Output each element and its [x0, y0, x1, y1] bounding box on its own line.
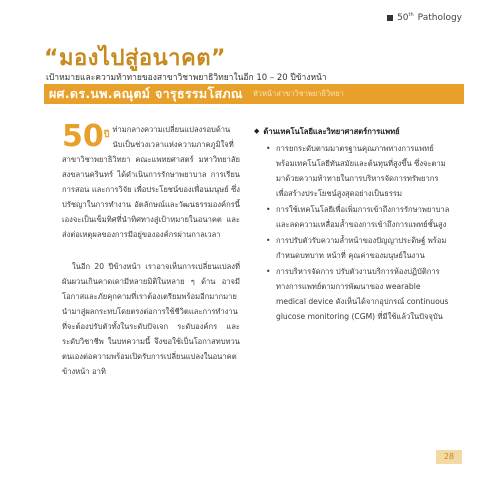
article-title: “มองไปสู่อนาคต” [44, 46, 226, 71]
author-bar [44, 84, 464, 104]
list-item: • การบริหารจัดการ ปรับตัวงานบริการห้องปฏิบัติการทางการแพทย์ตามการพัฒนาของ wearable medical device ดังเห็นได้จากอุปกรณ์ continuous glucose monitoring (CGM) ที่มีใช้แล้วในปัจจุบัน [266, 264, 450, 324]
paragraph-1: ท่ามกลางความเปลี่ยนแปลงรอบด้าน นับเป็นช่วงเวลาแห่งความภาคภูมิใจที่สาขาวิชาพยาธิวิทยา คณะแพทยศาสตร์ มหาวิทยาลัยสงขลานครินทร์ ได้ดำเนินการรักษาพยาบาล การเรียนการสอน และการวิจัย เพื่อประโยชน์ของเพื่อนมนุษย์ ซึ่งปรัชญาในการทำงาน อัตลักษณ์และวัฒนธรรมองค์กรนี้เองจะเป็นเข็มทิศที่นำทิศทางสู่เป้าหมายในอนาคต และส่งต่อเหตุผลของการมีอยู่ขององค์กรผ่านกาลเวลา [62, 125, 240, 239]
paragraph-2: ในอีก 20 ปีข้างหน้า เราอาจเห็นการเปลี่ยนแปลงที่ผันผวนเกินคาดเดามีหลายมิติในหลาย ๆ ด้าน อาจมีโอกาสและภัยคุกคามที่เราต้องเตรียมพร้อมอีกมากมาย นำมาสู่ผลกระทบโดยตรงต่อการใช้ชีวิตและการทำงานที่จะต้องปรับตัวทั้งในระดับปัจเจก ระดับองค์กร และระดับวิชาชีพ ในบทความนี้ จึงขอใช้เป็นโอกาสทบทวนตนเองต่อความพร้อมเปิดรับการเปลี่ยนแปลงในอนาคตข้างหน้า อาทิ [62, 262, 240, 376]
dropcap-number: $50^{ปี}$ [62, 119, 110, 154]
right-column [254, 124, 450, 325]
issue-number: 50th [397, 12, 414, 23]
intro-paragraph [62, 119, 240, 242]
left-column [62, 119, 240, 379]
square-bullet-icon [387, 15, 393, 21]
author-role: หัวหน้าสาขาวิชาพยาธิวิทยา [252, 89, 344, 98]
list-item: • การใช้เทคโนโลยีเพื่อเพิ่มการเข้าถึงการรักษาพยาบาล และลดความเหลื่อมล้ำของการเข้าถึงการแพทย์ชั้นสูง [266, 202, 450, 232]
issue-tag [387, 12, 462, 23]
page-number: 28 [436, 450, 462, 464]
list-item: • การปรับตัวรับความล้ำหน้าของปัญญาประดิษฐ์ พร้อมกำหนดบทบาท หน้าที่ คุณค่าของมนุษย์ในงาน [266, 233, 450, 263]
article-subtitle: เป้าหมายและความท้าทายของสาขาวิชาพยาธิวิทยาในอีก 10 – 20 ปีข้างหน้า [46, 73, 327, 83]
issue-label: Pathology [417, 12, 462, 23]
section-title: ด้านเทคโนโลยีและวิทยาศาสตร์การแพทย์ [263, 127, 400, 136]
author-name: ผศ.ดร.นพ.คณุตม์ จารุธรรมโสภณ [49, 86, 243, 101]
bullet-list [254, 141, 450, 324]
section-heading [254, 124, 450, 139]
list-item: • การยกระดับตามมาตรฐานคุณภาพทางการแพทย์ พร้อมเทคโนโลยีทันสมัยและต้นทุนที่สูงขึ้น ซึ่งจะตามมาด้วยความท้าทายในการบริหารจัดการทรัพยากรเพื่อสร้างประโยชน์สูงสุดอย่างเป็นธรรม [266, 141, 450, 201]
diamond-bullet-icon: ◆ [254, 127, 260, 135]
